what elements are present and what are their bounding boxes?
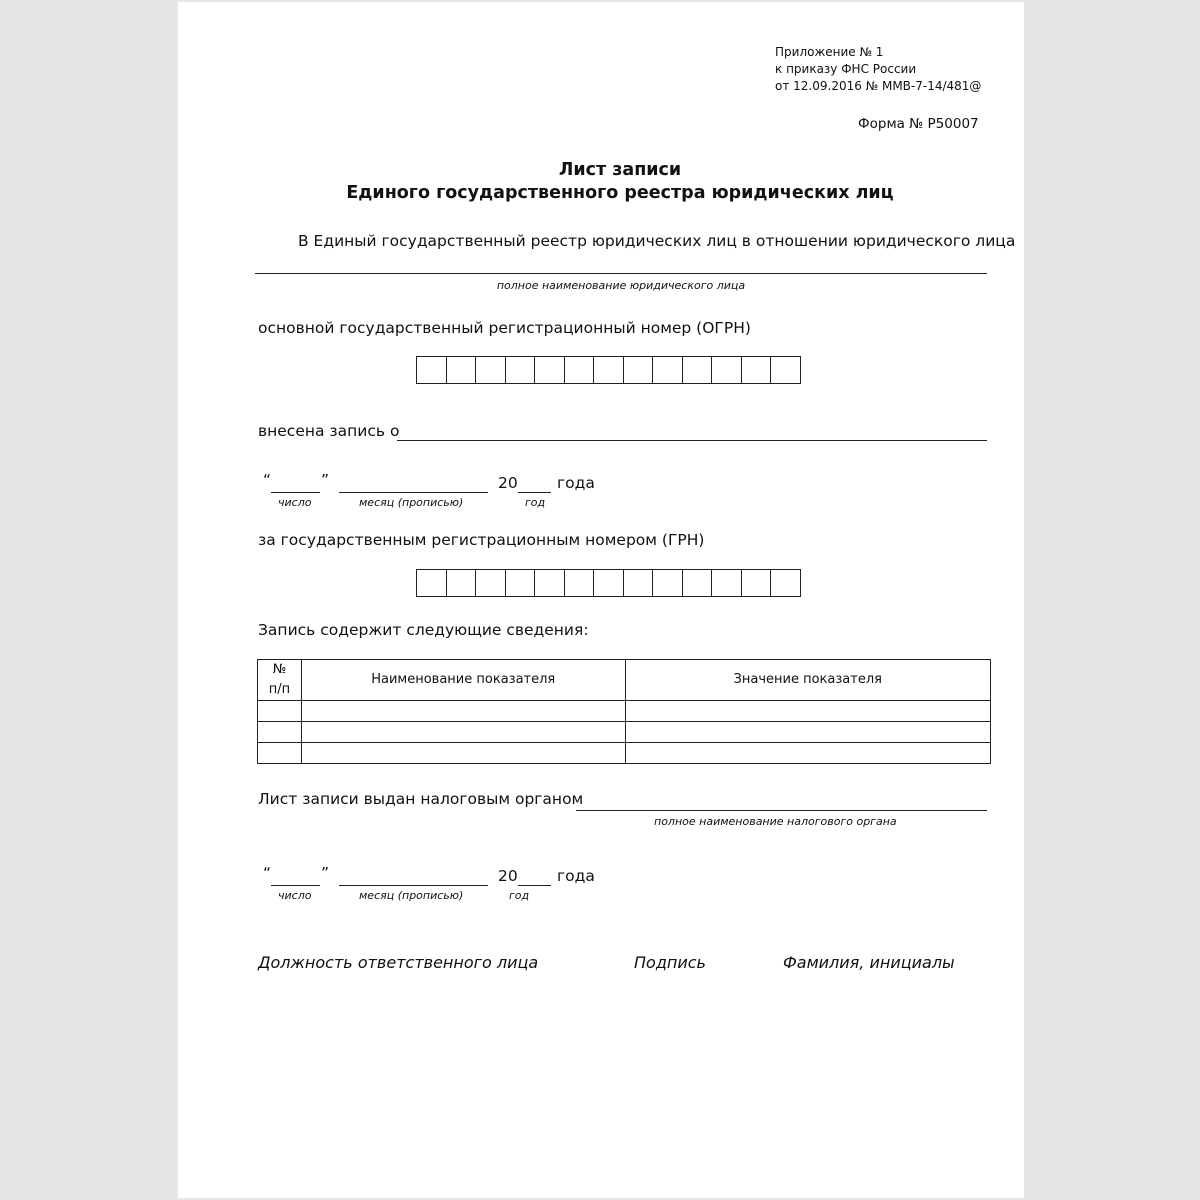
form-number: Форма № Р50007 [858,116,979,132]
record-table [257,659,991,764]
ogrn-digit-cell[interactable] [682,356,713,384]
grn-digit-cell[interactable] [623,569,654,597]
record-label: внесена запись о [258,422,400,440]
value-cell[interactable] [625,701,990,722]
authority-line[interactable] [576,810,987,811]
ogrn-digit-cell[interactable] [505,356,536,384]
ogrn-digit-cell[interactable] [593,356,624,384]
year2-caption: год [509,889,530,902]
grn-digit-cell[interactable] [475,569,506,597]
intro-text: В Единый государственный реестр юридических лиц в отношении юридического лица [298,232,1016,250]
month-line[interactable] [339,492,488,493]
ogrn-digit-cell[interactable] [652,356,683,384]
grn-digit-cell[interactable] [534,569,565,597]
month2-line[interactable] [339,885,488,886]
name-label: Фамилия, инициалы [783,953,955,972]
indicator-cell[interactable] [301,722,625,743]
col-value-header: Значение показателя [625,660,990,701]
ogrn-digit-cell[interactable] [711,356,742,384]
grn-digit-cell[interactable] [652,569,683,597]
grn-label: за государственным регистрационным номером (ГРН) [258,531,705,549]
year-word: года [557,474,595,492]
ogrn-digit-cell[interactable] [741,356,772,384]
grn-digit-cell[interactable] [711,569,742,597]
table-row [258,743,991,764]
position-label: Должность ответственного лица [258,953,539,972]
ogrn-label: основной государственный регистрационный номер (ОГРН) [258,319,751,337]
date2-century: 20 [498,867,518,885]
authority-caption: полное наименование налогового органа [654,815,897,828]
appendix-line: Приложение № 1 [775,45,884,59]
ogrn-digit-cell[interactable] [534,356,565,384]
date2-quote-open: “ [263,864,272,882]
month2-caption: месяц (прописью) [359,889,464,902]
indicator-cell[interactable] [301,701,625,722]
value-cell[interactable] [625,722,990,743]
ogrn-boxes[interactable] [416,356,800,384]
ogrn-digit-cell[interactable] [446,356,477,384]
ogrn-digit-cell[interactable] [770,356,801,384]
grn-digit-cell[interactable] [593,569,624,597]
appendix-line: от 12.09.2016 № ММВ-7-14/481@ [775,79,982,93]
table-header-row [258,660,991,701]
table-row [258,701,991,722]
appendix-note [775,44,981,95]
year-caption: год [525,496,546,509]
table-row [258,722,991,743]
document-subtitle: Единого государственного реестра юридических лиц [346,183,894,203]
ogrn-digit-cell[interactable] [564,356,595,384]
contents-label: Запись содержит следующие сведения: [258,621,589,639]
issued-label: Лист записи выдан налоговым органом [258,790,584,808]
ogrn-digit-cell[interactable] [623,356,654,384]
grn-digit-cell[interactable] [446,569,477,597]
grn-digit-cell[interactable] [505,569,536,597]
ogrn-digit-cell[interactable] [416,356,447,384]
indicator-cell[interactable] [301,743,625,764]
value-cell[interactable] [625,743,990,764]
grn-digit-cell[interactable] [682,569,713,597]
date-century: 20 [498,474,518,492]
date2-quote-close: ” [321,864,330,882]
year2-word: года [557,867,595,885]
row-number-cell[interactable] [258,722,302,743]
col-indicator-header: Наименование показателя [301,660,625,701]
year-line[interactable] [518,492,551,493]
grn-digit-cell[interactable] [564,569,595,597]
document-title: Лист записи [558,160,682,180]
appendix-line: к приказу ФНС России [775,62,917,76]
day2-caption: число [278,889,312,902]
ogrn-digit-cell[interactable] [475,356,506,384]
month-caption: месяц (прописью) [359,496,464,509]
day-caption: число [278,496,312,509]
grn-digit-cell[interactable] [770,569,801,597]
grn-digit-cell[interactable] [741,569,772,597]
entity-name-line[interactable] [255,273,987,274]
day-line[interactable] [271,492,320,493]
entity-name-caption: полное наименование юридического лица [496,279,746,292]
date-quote-close: ” [321,471,330,489]
signature-label: Подпись [634,953,706,972]
row-number-cell[interactable] [258,743,302,764]
year2-line[interactable] [518,885,551,886]
date-quote-open: “ [263,471,272,489]
document-page [178,2,1024,1198]
col-number-header: № п/п [258,660,302,701]
row-number-cell[interactable] [258,701,302,722]
grn-boxes[interactable] [416,569,800,597]
day2-line[interactable] [271,885,320,886]
record-line[interactable] [397,440,987,441]
grn-digit-cell[interactable] [416,569,447,597]
